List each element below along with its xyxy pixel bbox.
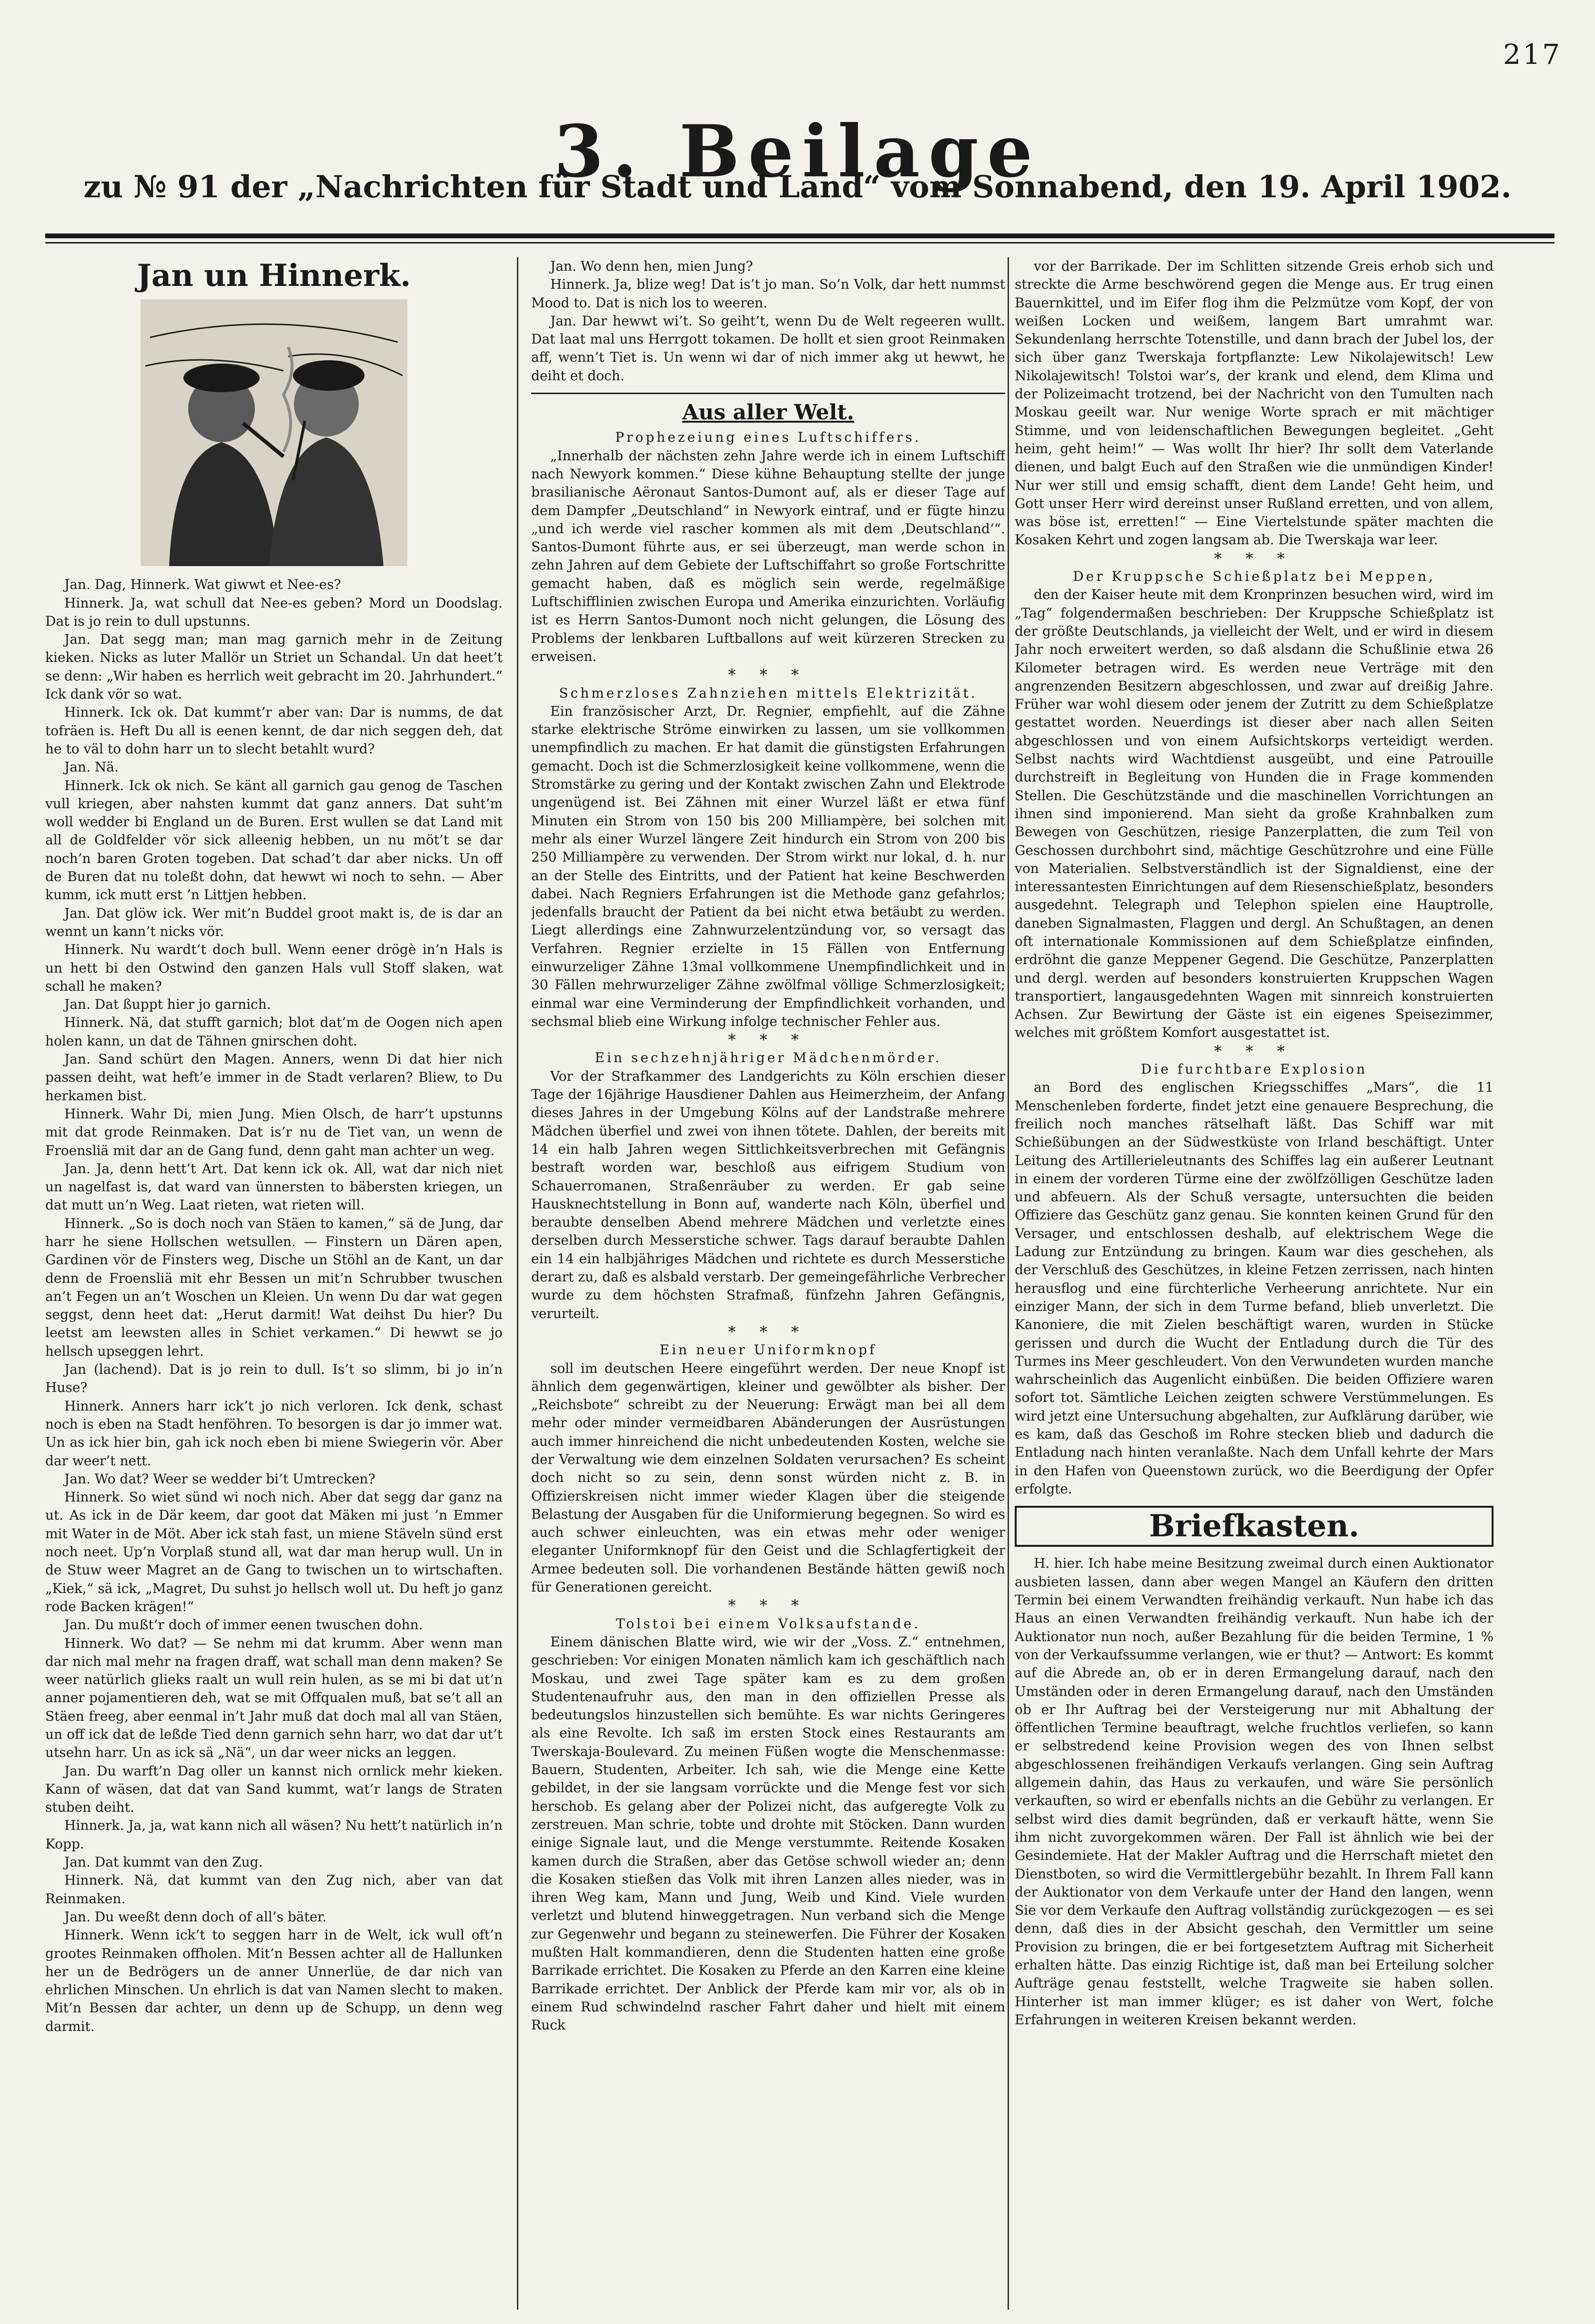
- dialogue-paragraphs: [45, 576, 503, 2036]
- separator-stars: * * *: [728, 1322, 808, 1341]
- news-title: Ein neuer Uniformknopf: [659, 1342, 877, 1358]
- dialogue-line: Jan. Nä.: [64, 759, 119, 775]
- dialogue-line: Jan. Du weeßt denn doch of all’s bäter.: [64, 1908, 327, 1925]
- dialogue-line: Jan (lachend). Dat is jo rein to dull. Is’t so slimm, bi jo in’n Huse?: [45, 1361, 503, 1396]
- separator-stars: * * *: [1214, 549, 1294, 568]
- column-divider: [517, 257, 518, 2310]
- section-rule: [531, 393, 1005, 394]
- column-divider: [1008, 257, 1009, 2310]
- dialogue-line: Hinnerk. So wiet sünd wi noch nich. Aber dat segg dar ganz na ut. As ick in de Där keem, dar goot dat Mäken mi just ’n Emmer mit Water in de Möt. Aber ick stah fast, un miene Stäveln sünd erst noch neet. Up’n Vorplaß stund all, wat dar man herup wull. Un in de Stuw weer Magret an de Gang to twischen un to wirtschaften. „Kiek,“ sä ick, „Magret, Du suhst jo hellsch woll ut. Du heft jo ganz rode Backen krägen!“: [45, 1489, 503, 1614]
- letterbox-section: [1015, 1506, 1494, 1547]
- dialogue-line: Jan. Dag, Hinnerk. Wat giwwt et Nee-es?: [64, 577, 341, 593]
- column-2: [531, 257, 1005, 2310]
- dialogue-line: Hinnerk. Anners harr ick’t jo nich verloren. Ick denk, schast noch is eben na Stadt henföhren. To besorgen is dar jo immer wat. Un as ick hier bin, gah ick noch eben bi miene Swiegerin vör. Aber dar weer’t nett.: [45, 1398, 503, 1469]
- dialogue-line: Hinnerk. Nä, dat kummt van den Zug nich, aber van dat Reinmaken.: [45, 1872, 503, 1907]
- news-text: vor der Barrikade. Der im Schlitten sitzende Greis erhob sich und streckte die Arme beschwörend gegen die Menge aus. Er trug einen Bauernkittel, und im Eifer flog ihm die Pelzmütze vom Kopf, der von weißen Locken und weißem, langem Bart umrahmt war. Sekundenlang herrschte Totenstille, und dann brach der Jubel los, der sich über ganz Twerskaja fortpflanzte: Lew Nikolajewitsch! Lew Nikolajewitsch! Tolstoi war’s, der krank und elend, dem Klima und der Polizeimacht trotzend, bei der Nachricht von den Tumulten nach Moskau geeilt war. Nur wenige Worte sprach er mit mächtiger Stimme, und von leidenschaftlichen Bewegungen begleitet. „Geht heim, geht heim!“ — Was wollt Ihr hier? Ihr sollt dem Vaterlande dienen, und balgt Euch auf den Straßen wie die unmündigen Kinder! Nur wer still und emsig schafft, dient dem Lande! Geht heim, und Gott unser Herr wird dereinst unser Rußland erretten, und von allem, was böse ist, erretten!“ — Eine Viertelstunde später machten die Kosaken Kehrt und zogen langsam ab. Die Twerskaja war leer.: [1015, 258, 1494, 548]
- dialogue-line: Hinnerk. Nä, dat stufft garnich; blot dat’m de Oogen nich apen holen kann, un dat de Tähnen gnirschen doht.: [45, 1015, 503, 1049]
- dialogue-line: Hinnerk. Ja, blize weg! Dat is’t jo man. So’n Volk, dar hett nummst Mood to. Dat is nich los to weeren.: [531, 276, 1005, 311]
- dialogue-line: Jan. Dat ßuppt hier jo garnich.: [64, 996, 271, 1013]
- letterbox-heading: Briefkasten.: [1149, 1508, 1360, 1544]
- header-rule-thick: [45, 233, 1555, 238]
- dialogue-line: Hinnerk. Ja, wat schull dat Nee-es geben? Mord un Doodslag. Dat is jo rein to dull upstunns.: [45, 595, 503, 629]
- dialogue-line: Jan. Ja, denn hett’t Art. Dat kenn ick ok. All, wat dar nich niet un nagelfast is, dat ward van ünnersten to bäbersten kriegen, un dat mutt un’n Weg. Laat rieten, wat rieten will.: [45, 1160, 503, 1213]
- column-1: [45, 257, 503, 2310]
- separator-stars: * * *: [728, 1031, 808, 1049]
- column-3: [1015, 257, 1494, 2310]
- dialogue-line: Jan. Dar hewwt wi’t. So geiht’t, wenn Du de Welt regeeren wullt. Dat laat mal uns Herrgott tokamen. De hollt et sien groot Reinmaken aff, wenn’t Tiet is. Un wenn wi dar of nich immer akg ut hewwt, he deiht et doch.: [531, 313, 1005, 384]
- two-men-smoking-illustration: [141, 299, 407, 566]
- dialogue-line: Hinnerk. Ick ok nich. Se känt all garnich gau genog de Taschen vull kriegen, aber nahsten kummt dat ganz anners. Dat suht’m woll wedder bi England un de Buren. Erst wullen se dat Land mit all de Goldfelder vör sick alleenig hebben, un nu möt’t se dar noch’n baren Groten togeben. Dat schad’t dar aber nicks. Un off de Buren dat nu toleßt dohn, dat hewwt wi noch to sehn. — Aber kumm, ick mutt erst ’n Littjen hebben.: [45, 777, 503, 903]
- dialogue-line: Hinnerk. „So is doch noch van Stäen to kamen,“ sä de Jung, dar harr he siene Hollschen wetsullen. — Finstern un Dären apen, Gardinen vör de Finsters weg, Dische un Stöhl an de Kant, un dar denn de Froensliä mit ehr Bessen un mit’n Schrubber twuschen an’t Fegen un an’t Woschen un Kleien. Un wenn Du dar wat gegen seggst, denn heet dat: „Herut darmit! Wat deihst Du hier? Du leetst am leewsten alles in Schiet verkamen.“ Di hewwt se jo hellsch upseggen lehrt.: [45, 1215, 503, 1359]
- dialogue-line: Hinnerk. Wo dat? — Se nehm mi dat krumm. Aber wenn man dar nich mal mehr na fragen draff, wat schall man denn maken? Se weer natürlich glieks raalt un wull rein hulen, as se mi bi dat ut’n anner pojamentieren deh, wat se mit Offqualen muß, bat se’t all an Stäen freeg, aber eenmal in’t Jahr muß dat doch mal all van Stäen, un off ick dat de leßde Tied denn garnich sehn harr, wo dat dar ut’t utsehn harr. Un as ick sä „Nä“, un dar weer nicks an leggen.: [45, 1635, 503, 1761]
- page-number: 217: [1503, 38, 1562, 71]
- dialogue-line: Hinnerk. Nu wardt’t doch bull. Wenn eener drögè in’n Hals is un hett bi den Ostwind den ganzen Hals vull Stoff slaken, wat schall he maken?: [45, 942, 503, 994]
- dialogue-line: Hinnerk. Wahr Di, mien Jung. Mien Olsch, de harr’t upstunns mit dat grode Reinmaken. Dat is’r nu de Tiet van, un wenn de Froensliä mit dar an de Gang fund, denn gaht man achter un weg.: [45, 1106, 503, 1158]
- section-heading-aus-aller-welt: Aus aller Welt.: [682, 400, 854, 425]
- separator-stars: * * *: [728, 666, 808, 684]
- news-text: Einem dänischen Blatte wird, wie wir der „Voss. Z.“ entnehmen, geschrieben: Vor einigen Monaten nämlich kam ich geschäftlich nach Moskau, und zwei Tage später kam es zu dem großen Studentenaufruhr aus, den man in den offiziellen Presse als bedeutungslos hinzustellen sich bemühte. Es war nichts Geringeres als eine Revolte. Ich saß im ersten Stock eines Restaurants am Twerskaja-Boulevard. Zu meinen Füßen wogte die Menschenmasse: Bauern, Studenten, Arbeiter. Ich sah, wie die Menge eine Kette gebildet, in der sie langsam vorrückte und die Menge fest vor sich herschob. Es gelang aber der Polizei nicht, das aufgeregte Volk zu zerstreuen. Man schrie, tobte und drohte mit Stöcken. Dann wurden einige Signale laut, und die Menge verstummte. Reitende Kosaken kamen durch die Straßen, aber das Getöse schwoll wieder an; denn die Kosaken stießen das Volk mit ihren Lanzen alles nieder, was in ihren Weg kam, Mann und Jung, Weib und Kind. Viele wurden verletzt und blutend hinweggetragen. Nun verband sich die Menge zur Gegenwehr und begann zu steinewerfen. Die Führer der Kosaken mußten Halt kommandieren, denn die Studenten hatten eine große Barrikade errichtet. Die Kosaken zu Pferde an den Karren eine kleine Barrikade errichtet. Der Anblick der Pferde kam mir vor, als ob in einem Rud schwindelnd rascher Fahrt daher und hielt mit einem Ruck: [531, 1634, 1005, 2033]
- dialogue-line: Jan. Wo denn hen, mien Jung?: [550, 258, 753, 274]
- news-title: Der Kruppsche Schießplatz bei Meppen,: [1073, 568, 1435, 585]
- news-title: Prophezeiung eines Luftschiffers.: [615, 429, 921, 446]
- article-heading-jan-un-hinnerk: Jan un Hinnerk.: [137, 258, 411, 294]
- news-title: Tolstoi bei einem Volksaufstande.: [616, 1615, 921, 1632]
- supplement-title: 3. Beilage: [554, 110, 1041, 193]
- dialogue-line: Hinnerk. Wenn ick’t to seggen harr in de Welt, ick wull oft’n grootes Reinmaken offholen. Mit’n Bessen achter all de Hallunken her un de Bedrögers un de anner Unnerlüe, de dar nich van ehrlichen Minschen. Un ehrlich is dat van Namen slecht to maken. Mit’n Bessen dar achter, un denn up de Schupp, un denn weg darmit.: [45, 1927, 503, 2034]
- dialogue-line: Hinnerk. Ja, ja, wat kann nich all wäsen? Nu hett’t natürlich in’n Kopp.: [45, 1817, 503, 1852]
- news-text: soll im deutschen Heere eingeführt werden. Der neue Knopf ist ähnlich dem gegenwärtigen, kleiner und gewölbter als bisher. Der „Reichsbote“ schreibt zu der Neuerung: Erwägt man bei all dem mehr oder minder vermeidbaren Abänderungen der Ausrüstungen auch immer hinreichend die nicht unbedeutenden Kosten, welche sie der Verwaltung wie dem einzelnen Soldaten verursachen? Es scheint doch nicht so zu sein, denn sonst würden nicht z. B. in Offizierskreisen nicht immer wieder Klagen über die steigende Belastung der Ausgaben für die Uniformierung begegnen. So wird es auch schwer einleuchten, was ein etwas mehr oder weniger eleganter Uniformknopf für den Geist und die Schlagfertigkeit der Armee bedeuten soll. Die vorhandenen Bestände hätten gewiß noch für Generationen gereicht.: [531, 1360, 1005, 1595]
- news-title: Die furchtbare Explosion: [1141, 1061, 1368, 1077]
- separator-stars: * * *: [1214, 1042, 1294, 1060]
- dialogue-line: Hinnerk. Ick ok. Dat kummt’r aber van: Dar is numms, de dat tofräen is. Heft Du all is eenen kennt, de dar nich seggen deh, dat he to väl to dohn harr un to slecht betahlt wurd?: [45, 704, 503, 757]
- dialogue-line: Jan. Dat segg man; man mag garnich mehr in de Zeitung kieken. Nicks as luter Mallör un Striet un Schandal. Un dat heet’t se denn: „Wir haben es herrlich weit gebracht im 20. Jahrhundert.“ Ick dank vör so wat.: [45, 631, 503, 702]
- dialogue-line: Jan. Du warft’n Dag oller un kannst nich ornlick mehr kieken. Kann of wäsen, dat dat van Sand kummt, wat’r langs de Straten stuben deiht.: [45, 1763, 503, 1816]
- news-text: „Innerhalb der nächsten zehn Jahre werde ich in einem Luftschiff nach Newyork kommen.“ Diese kühne Behauptung stellte der junge brasilianische Aëronaut Santos-Dumont auf, als er dieser Tage auf dem Dampfer „Deutschland“ in Newyork eintraf, und er fügte hinzu „und ich werde viel rascher kommen als mit dem ‚Deutschland‘“. Santos-Dumont führte aus, er sei überzeugt, man werde schon in zehn Jahren auf dem Gebiete der Luftschiffahrt so große Fortschritte gemacht haben, daß es möglich sein werde, regelmäßige Luftschifflinien zwischen Europa und Amerika einzurichten. Vorläufig ist es Herrn Santos-Dumont noch nicht gelungen, die Lösung des Problems der lenkbaren Luftballons auf weit kürzeren Strecken zu erweisen.: [531, 447, 1005, 664]
- news-text: an Bord des englischen Kriegsschiffes „Mars“, die 11 Menschenleben forderte, findet jetzt eine genauere Besprechung, die freilich noch manches rätselhaft läßt. Das Schiff war mit Schießübungen an der Südwestküste von Irland beschäftigt. Unter Leitung des Artillerieleutnants des Schiffes lag ein außerer Leutnant in einem der vorderen Türme eine der zwölfzölligen Geschütze laden und abfeuern. Als der Schuß versagte, untersuchten die beiden Offiziere das Geschütz ganz genau. Sie konnten keinen Grund für den Versager, und entschlossen deshalb, auf elektrischem Wege die Ladung zur Entzündung zu bringen. Kaum war dies geschehen, als der Verschluß des Geschützes, in kleine Fetzen zerrissen, nach hinten herausflog und eine fürchterliche Verheerung anrichtete. Nur ein einziger Mann, der sich in dem Turme befand, blieb unverletzt. Die Kanoniere, die mit Zielen beschäftigt waren, wurden in Stücke gerissen und durch die Wucht der Entladung durch die Tür des Turmes ins Meer geschleudert. Von den Verwundeten wurden manche wahrscheinlich das Augenlicht einbüßen. Die beiden Offiziere waren sofort tot. Sämtliche Leichen zeigten schwere Verstümmelungen. Es wird jetzt eine Untersuchung abgehalten, zur Aufklärung darüber, wie es kam, daß das Geschoß im Rohre stecken blieb und dadurch die Entladung nach hinten veranlaßte. Nach dem Unfall kehrte der Mars in den Hafen von Queenstown zurück, wo die Beerdigung der Opfer erfolgte.: [1015, 1079, 1494, 1497]
- separator-stars: * * *: [728, 1596, 808, 1615]
- news-text: den der Kaiser heute mit dem Kronprinzen besuchen wird, wird im „Tag“ folgendermaßen beschrieben: Der Kruppsche Schießplatz ist der größte Deutschlands, ja vielleicht der Welt, und er wird in diesem Jahr noch erweitert werden, so daß alsdann die Schußlinie etwa 26 Kilometer betragen wird. Es werden neue Verträge mit den angrenzenden Besitzern abgeschlossen, und zwar auf dreißig Jahre. Früher war wohl diesem oder jenem der Zutritt zu dem Schießplatze gestattet worden. Neuerdings ist dieser aber nach allen Seiten abgeschlossen und von einem Aufsichtskorps verteidigt werden. Selbst nachts wird Wachtdienst ausgeübt, und eine Patrouille durchstreift in Begleitung von Hunden die in Frage kommenden Stellen. Die Geschützstände und die maschinellen Vorrichtungen an ihnen sind imponierend. Man sieht da große Krahnbalken zum Bewegen von Geschützen, riesige Panzerplatten, die zum Teil von Geschossen durchbohrt sind, mächtige Geschützrohre und eine Fülle von Materialien. Selbstverständlich ist der Signaldienst, eine der interessantesten Einrichtungen auf dem Riesenschießplatz, besonders ausgedehnt. Telegraph und Telephon spielen eine Hauptrolle, daneben Signalmasten, Flaggen und dergl. An Schußtagen, an denen oft internationale Kommissionen auf dem Schießplatze einfinden, erdröhnt die ganze Meppener Gegend. Die Geschütze, Panzerplatten und dergl. werden auf besonders konstruierten Kruppschen Wagen transportiert, langausgedehnten Wagen mit sinnreich konstruierten Achsen. Zur Bewirtung der Gäste ist ein eigenes Speisezimmer, welches mit größtem Komfort ausgestattet ist.: [1015, 587, 1494, 1041]
- news-text: Ein französischer Arzt, Dr. Regnier, empfiehlt, auf die Zähne starke elektrische Ströme einwirken zu lassen, um sie vollkommen unempfindlich zu machen. Er hat damit die günstigsten Erfahrungen gemacht. Doch ist die Schmerzlosigkeit keine vollkommene, wenn die Stromstärke zu gering und der Kontakt zwischen Zahn und Elektrode ungenügend ist. Bei Zähnen mit einer Wurzel läßt er etwa fünf Minuten ein Strom von 150 bis 200 Milliampère, bei solchen mit mehr als einer Wurzel längere Zeit hindurch ein Strom von 200 bis 250 Milliampère zu verwenden. Der Strom wirkt nur lokal, d. h. nur an der Stelle des Eintritts, und der Patient hat keine Beschwerden dabei. Nach Regniers Erfahrungen ist die Methode ganz gefahrlos; jedenfalls braucht der Patient da bei nicht etwa betäubt zu werden. Liegt allerdings eine Zahnwurzelentzündung vor, so versagt das Verfahren. Regnier erzielte in 15 Fällen von Entfernung einwurzeliger Zähne 13mal vollkommene Unempfindlichkeit und in 30 Fällen mehrwurzeliger Zähne zwölfmal völlige Schmerzlosigkeit; einmal war eine Verminderung der Empfindlichkeit vorhanden, und sechsmal blieb eine Wirkung infolge technischer Fehler aus.: [531, 703, 1005, 1029]
- dialogue-line: Jan. Dat glöw ick. Wer mit’n Buddel groot makt is, de is dar an wennt un kann’t nicks vör.: [45, 905, 503, 939]
- dialogue-line: Jan. Sand schürt den Magen. Anners, wenn Di dat hier nich passen deiht, wat heft’e immer in de Stadt verlaren? Bliew, to Du herkamen bist.: [45, 1051, 503, 1104]
- dialogue-line: Jan. Wo dat? Weer se wedder bi’t Umtrecken?: [64, 1471, 375, 1487]
- dialogue-line: Jan. Dat kummt van den Zug.: [64, 1854, 263, 1870]
- news-text: Vor der Strafkammer des Landgerichts zu Köln erschien dieser Tage der 16jährige Hausdiener Dahlen aus Heimerzheim, der Anfang dieses Jahres in der Umgebung Kölns auf der Landstraße mehrere Mädchen überfiel und zwei von ihnen tötete. Dahlen, der bereits mit 14 ein halb Jahren wegen Sittlichkeitsverbrechen mit Gefängnis bestraft worden war, beschloß aus eifrigem Studium von Schauerromanen, Straßenräuber zu werden. Er gab seine Hausknechtstellung in Bonn auf, wanderte nach Köln, überfiel und beraubte denselben Abend mehrere Mädchen und verletzte eines derselben durch Messerstiche schwer. Tags darauf beraubte Dahlen ein 14 ein halbjähriges Mädchen und richtete es durch Messerstiche derart zu, daß es alsbald verstarb. Der gemeingefährliche Verbrecher wurde zu dem höchsten Strafmaß, fünfzehn Jahren Gefängnis, verurteilt.: [531, 1068, 1005, 1321]
- dialogue-line: Jan. Du mußt’r doch of immer eenen twuschen dohn.: [64, 1617, 423, 1633]
- news-title: Ein sechzehnjähriger Mädchenmörder.: [595, 1050, 942, 1066]
- letterbox-text: H. hier. Ich habe meine Besitzung zweimal durch einen Auktionator ausbieten lassen, dann aber wegen Mangel an Käufern den dritten Termin bei einem Verwandten freihändig verkauft. Nun habe ich das Haus an einen Verwandten freihändig verkauft. Nun habe ich der Auktionator nun noch, außer Bezahlung für die beiden Termine, 1 % von der Verkaufssumme verlangen, wie er thut? — Antwort: Es kommt auf die Abrede an, ob er in deren Ermangelung darauf, nach den Umständen oder in deren Ermangelung darauf, nach den Umständen ob er Ihr Auftrag bei der Versteigerung nur mit Abhaltung der öffentlichen Termine beauftragt, welche fruchtlos verliefen, so kann er selbstredend keine Provision wegen des von Ihnen selbst abgeschlossenen freihändigen Verkaufs verlangen. Ging sein Auftrag allgemein dahin, das Haus zu verkaufen, und wäre Sie persönlich verkauften, so wird er ebenfalls nichts an die Gebühr zu verlangen. Er selbst wird dies damit begründen, daß er verkauft hätte, wenn Sie ihm nicht zuvorgekommen wären. Der Fall ist ähnlich wie bei der Gesindemiete. Hat der Makler Auftrag und die Herrschaft mietet den Dienstboten, so wird die Vermittlergebühr bezahlt. In Ihrem Fall kann der Auktionator von dem Verkaufe unter der Hand den langen, wenn Sie vor dem Verkaufe den Auftrag vollständig zurückgezogen — es sei denn, daß dies in der Absicht geschah, den Vermittler um seine Provision zu bringen, die er bei fortgesetztem Auftrag mit Sicherheit erhalten hätte. Das einzig Richtige ist, daß man bei Erteilung solcher Aufträge genau feststellt, welche Tragweite sie haben sollen. Hinterher ist man immer klüger; es ist daher von Wert, folche Erfahrungen in weiteren Kreisen bekannt werden.: [1015, 1555, 1494, 2028]
- supplement-subtitle: zu № 91 der „Nachrichten für Stadt und Land“ vom Sonnabend, den 19. April 1902.: [83, 169, 1512, 205]
- news-title: Schmerzloses Zahnziehen mittels Elektrizität.: [559, 685, 978, 701]
- header-rule-thin: [45, 242, 1555, 244]
